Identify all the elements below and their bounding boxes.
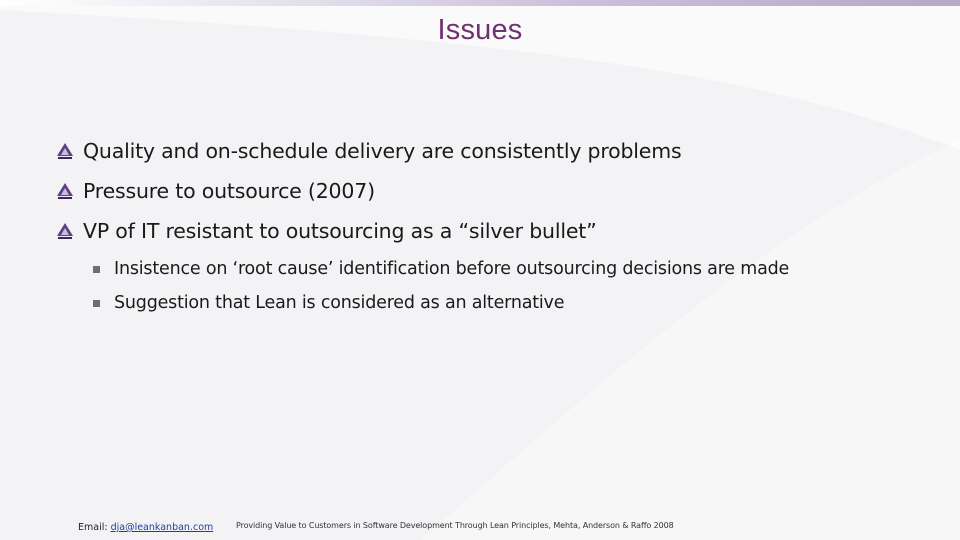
slide-title: Issues [437,14,523,46]
sub-bullet-item [93,286,789,320]
sub-bullet-text: Insistence on ‘root cause’ identification before outsourcing decisions are made [114,259,790,279]
bullet-text: VP of IT resistant to outsourcing as a “silver bullet” [83,219,597,243]
sub-bullet-list [93,252,789,320]
square-bullet-icon [93,266,100,273]
bullet-list [56,131,681,251]
sub-bullet-item [93,252,789,286]
bullet-text: Quality and on-schedule delivery are consistently problems [83,139,682,163]
sub-bullet-text: Suggestion that Lean is considered as an alternative [114,293,565,313]
bullet-item [56,131,681,171]
diamond-bullet-icon [56,222,74,240]
footer-email [78,522,213,533]
bullet-item [56,171,681,211]
footer-citation: Providing Value to Customers in Software Development Through Lean Principles, Mehta, Anderson & Raffo 2008 [236,521,674,530]
square-bullet-icon [93,300,100,307]
email-label: Email: [78,522,111,533]
email-link[interactable]: dja@leankanban.com [110,522,214,533]
bullet-item [56,211,681,251]
bullet-text: Pressure to outsource (2007) [83,179,375,203]
diamond-bullet-icon [56,182,74,200]
diamond-bullet-icon [56,142,74,160]
